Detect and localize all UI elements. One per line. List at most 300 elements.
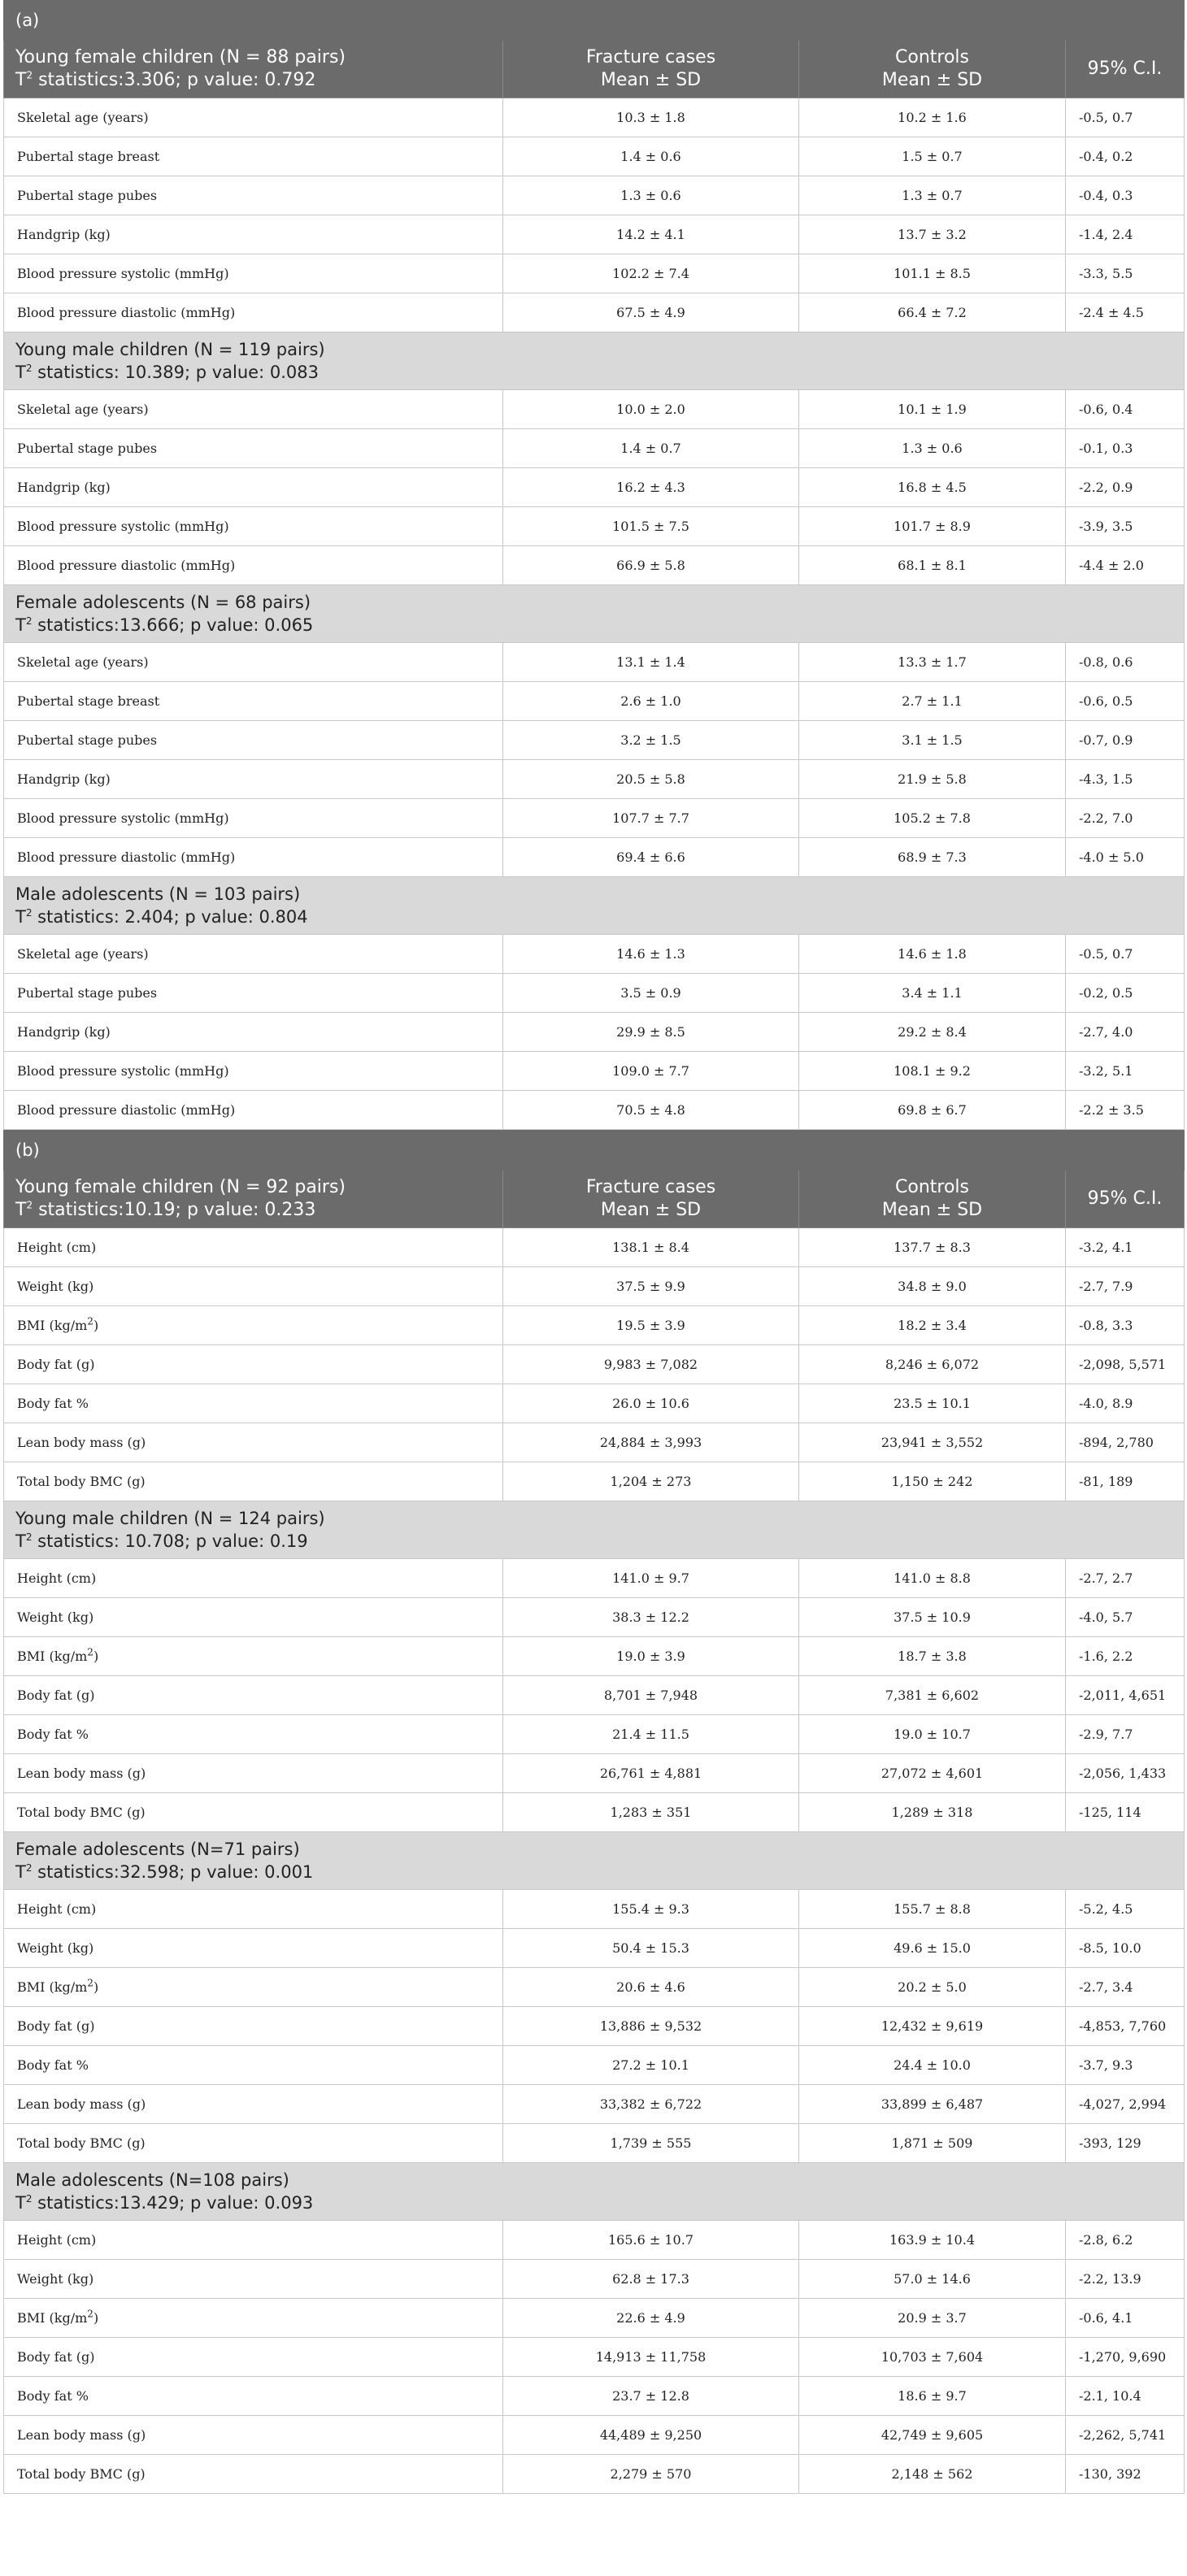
ci-value: -3.2, 4.1	[1066, 1228, 1185, 1267]
fracture-value: 10.3 ± 1.8	[503, 98, 799, 137]
table-row	[4, 2007, 1185, 2046]
row-label: Pubertal stage pubes	[4, 176, 503, 215]
fracture-value: 19.0 ± 3.9	[503, 1637, 799, 1676]
table-row	[4, 2338, 1185, 2377]
table-row	[4, 2455, 1185, 2494]
stat-prefix: T	[15, 1200, 27, 1220]
table-row	[4, 429, 1185, 468]
controls-value: 33,899 ± 6,487	[799, 2085, 1066, 2124]
stat-prefix: T	[15, 1531, 26, 1551]
bmi-label-sup: 2	[87, 1646, 93, 1658]
ci-value: -0.2, 0.5	[1066, 974, 1185, 1013]
row-label: Total body BMC (g)	[4, 1793, 503, 1832]
fracture-value: 69.4 ± 6.6	[503, 838, 799, 877]
ci-value: -3.2, 5.1	[1066, 1052, 1185, 1091]
ci-value: -4.4 ± 2.0	[1066, 546, 1185, 585]
row-label	[4, 1306, 503, 1345]
ci-value: -0.5, 0.7	[1066, 98, 1185, 137]
row-label: Height (cm)	[4, 1890, 503, 1929]
fracture-value: 14,913 ± 11,758	[503, 2338, 799, 2377]
fracture-value: 1.4 ± 0.6	[503, 137, 799, 176]
fracture-value: 21.4 ± 11.5	[503, 1715, 799, 1754]
stat-sup: 2	[25, 615, 33, 627]
row-label: Body fat %	[4, 2377, 503, 2416]
controls-value: 137.7 ± 8.3	[799, 1228, 1066, 1267]
header-ci: 95% C.I.	[1066, 1171, 1185, 1228]
controls-value: 20.9 ± 3.7	[799, 2299, 1066, 2338]
table-row	[4, 2221, 1185, 2260]
bmi-label-prefix: BMI (kg/m	[17, 1649, 88, 1664]
ci-value: -4.0, 8.9	[1066, 1384, 1185, 1423]
fracture-value: 13.1 ± 1.4	[503, 643, 799, 682]
group-header-row	[4, 585, 1185, 643]
fracture-value: 44,489 ± 9,250	[503, 2416, 799, 2455]
row-label: Body fat %	[4, 1715, 503, 1754]
row-label: Height (cm)	[4, 1559, 503, 1598]
panel-label: (b)	[4, 1131, 1185, 1171]
ci-value: -2.1, 10.4	[1066, 2377, 1185, 2416]
table-row	[4, 1228, 1185, 1267]
group-stat	[15, 361, 1184, 384]
ci-value: -0.1, 0.3	[1066, 429, 1185, 468]
row-label: Pubertal stage pubes	[4, 429, 503, 468]
bmi-label-sup: 2	[87, 1315, 93, 1327]
header-fracture-line1: Fracture cases	[585, 47, 716, 67]
ci-value: -0.4, 0.3	[1066, 176, 1185, 215]
table-row	[4, 215, 1185, 254]
controls-value: 21.9 ± 5.8	[799, 760, 1066, 799]
row-label: Handgrip (kg)	[4, 215, 503, 254]
fracture-value: 1.4 ± 0.7	[503, 429, 799, 468]
ci-value: -5.2, 4.5	[1066, 1890, 1185, 1929]
table-b	[3, 1130, 1185, 2494]
row-label: Pubertal stage breast	[4, 137, 503, 176]
row-label: Height (cm)	[4, 2221, 503, 2260]
panel-label-row	[4, 1131, 1185, 1171]
fracture-value: 155.4 ± 9.3	[503, 1890, 799, 1929]
table-row	[4, 974, 1185, 1013]
stat-prefix: T	[15, 363, 26, 382]
row-label: Skeletal age (years)	[4, 935, 503, 974]
group-title: Male adolescents (N=108 pairs)	[15, 2170, 289, 2190]
table-row	[4, 1968, 1185, 2007]
row-label: Lean body mass (g)	[4, 1754, 503, 1793]
controls-value: 18.6 ± 9.7	[799, 2377, 1066, 2416]
controls-value: 1.5 ± 0.7	[799, 137, 1066, 176]
table-row	[4, 799, 1185, 838]
header-ci: 95% C.I.	[1066, 41, 1185, 98]
controls-value: 155.7 ± 8.8	[799, 1890, 1066, 1929]
ci-value: -2,262, 5,741	[1066, 2416, 1185, 2455]
stat-rest: statistics:13.666; p value: 0.065	[32, 615, 314, 635]
controls-value: 37.5 ± 10.9	[799, 1598, 1066, 1637]
stat-rest: statistics:32.598; p value: 0.001	[32, 1862, 314, 1882]
stat-sup: 2	[25, 1531, 33, 1543]
table-row	[4, 546, 1185, 585]
controls-value: 2,148 ± 562	[799, 2455, 1066, 2494]
controls-value: 20.2 ± 5.0	[799, 1968, 1066, 2007]
table-row	[4, 760, 1185, 799]
controls-value: 27,072 ± 4,601	[799, 1754, 1066, 1793]
controls-value: 1,871 ± 509	[799, 2124, 1066, 2163]
fracture-value: 22.6 ± 4.9	[503, 2299, 799, 2338]
table-row	[4, 254, 1185, 293]
table-row	[4, 1598, 1185, 1637]
row-label: Body fat (g)	[4, 2338, 503, 2377]
header-fracture-line2: Mean ± SD	[600, 1200, 702, 1220]
ci-value: -4,027, 2,994	[1066, 2085, 1185, 2124]
group-header-row	[4, 332, 1185, 390]
group-title: Young male children (N = 124 pairs)	[15, 1509, 325, 1528]
controls-value: 57.0 ± 14.6	[799, 2260, 1066, 2299]
controls-value: 108.1 ± 9.2	[799, 1052, 1066, 1091]
fracture-value: 3.5 ± 0.9	[503, 974, 799, 1013]
row-label: Total body BMC (g)	[4, 2455, 503, 2494]
group-header	[4, 2163, 1185, 2221]
stat-rest: statistics: 10.708; p value: 0.19	[32, 1531, 308, 1551]
ci-value: -0.6, 0.5	[1066, 682, 1185, 721]
group-header	[4, 332, 1185, 390]
row-label: Body fat %	[4, 1384, 503, 1423]
row-label: Blood pressure diastolic (mmHg)	[4, 838, 503, 877]
ci-value: -1.6, 2.2	[1066, 1637, 1185, 1676]
fracture-value: 1,283 ± 351	[503, 1793, 799, 1832]
ci-value: -2.7, 3.4	[1066, 1968, 1185, 2007]
group-header-row	[4, 2163, 1185, 2221]
row-label: Lean body mass (g)	[4, 2416, 503, 2455]
fracture-value: 14.2 ± 4.1	[503, 215, 799, 254]
controls-value: 34.8 ± 9.0	[799, 1267, 1066, 1306]
ci-value: -2.8, 6.2	[1066, 2221, 1185, 2260]
row-label: Blood pressure diastolic (mmHg)	[4, 546, 503, 585]
row-label	[4, 1637, 503, 1676]
header-row	[4, 41, 1185, 98]
fracture-value: 67.5 ± 4.9	[503, 293, 799, 332]
table-row	[4, 1637, 1185, 1676]
header-controls-line1: Controls	[895, 47, 969, 67]
fracture-value: 9,983 ± 7,082	[503, 1345, 799, 1384]
fracture-value: 33,382 ± 6,722	[503, 2085, 799, 2124]
fracture-value: 141.0 ± 9.7	[503, 1559, 799, 1598]
row-label: Height (cm)	[4, 1228, 503, 1267]
group-header	[4, 1501, 1185, 1559]
controls-value: 66.4 ± 7.2	[799, 293, 1066, 332]
header-fracture	[503, 1171, 799, 1228]
row-label: Blood pressure diastolic (mmHg)	[4, 293, 503, 332]
fracture-value: 62.8 ± 17.3	[503, 2260, 799, 2299]
controls-value: 10,703 ± 7,604	[799, 2338, 1066, 2377]
table-row	[4, 176, 1185, 215]
fracture-value: 107.7 ± 7.7	[503, 799, 799, 838]
group-header-row	[4, 877, 1185, 935]
row-label: Body fat (g)	[4, 2007, 503, 2046]
panel-label: (a)	[4, 1, 1185, 41]
ci-value: -2.2, 7.0	[1066, 799, 1185, 838]
stat-sup: 2	[26, 69, 33, 81]
fracture-value: 26,761 ± 4,881	[503, 1754, 799, 1793]
bmi-label-sup: 2	[87, 2308, 93, 2320]
header-fracture	[503, 41, 799, 98]
controls-value: 10.1 ± 1.9	[799, 390, 1066, 429]
row-label: Body fat %	[4, 2046, 503, 2085]
table-row	[4, 1462, 1185, 1501]
ci-value: -0.6, 4.1	[1066, 2299, 1185, 2338]
table-row	[4, 1793, 1185, 1832]
fracture-value: 14.6 ± 1.3	[503, 935, 799, 974]
fracture-value: 37.5 ± 9.9	[503, 1267, 799, 1306]
table-row	[4, 1345, 1185, 1384]
group-title: Female adolescents (N=71 pairs)	[15, 1840, 300, 1859]
stat-rest: statistics: 2.404; p value: 0.804	[32, 907, 308, 927]
header-controls	[799, 1171, 1066, 1228]
bmi-label-suffix: )	[93, 2310, 99, 2326]
fracture-value: 24,884 ± 3,993	[503, 1423, 799, 1462]
stat-prefix: T	[15, 615, 26, 635]
ci-value: -2.7, 7.9	[1066, 1267, 1185, 1306]
fracture-value: 165.6 ± 10.7	[503, 2221, 799, 2260]
fracture-value: 1.3 ± 0.6	[503, 176, 799, 215]
stat-sup: 2	[26, 1199, 33, 1211]
row-label: Weight (kg)	[4, 2260, 503, 2299]
table-row	[4, 1754, 1185, 1793]
row-label: Handgrip (kg)	[4, 468, 503, 507]
table-row	[4, 98, 1185, 137]
table-row	[4, 2260, 1185, 2299]
controls-value: 23,941 ± 3,552	[799, 1423, 1066, 1462]
ci-value: -4,853, 7,760	[1066, 2007, 1185, 2046]
controls-value: 18.2 ± 3.4	[799, 1306, 1066, 1345]
ci-value: -3.3, 5.5	[1066, 254, 1185, 293]
fracture-value: 26.0 ± 10.6	[503, 1384, 799, 1423]
panel-label-row	[4, 1, 1185, 41]
row-label	[4, 2299, 503, 2338]
group-title: Male adolescents (N = 103 pairs)	[15, 884, 301, 904]
controls-value: 163.9 ± 10.4	[799, 2221, 1066, 2260]
table-row	[4, 838, 1185, 877]
ci-value: -4.0 ± 5.0	[1066, 838, 1185, 877]
row-label: Blood pressure systolic (mmHg)	[4, 1052, 503, 1091]
table-row	[4, 1423, 1185, 1462]
row-label: Lean body mass (g)	[4, 2085, 503, 2124]
controls-value: 3.4 ± 1.1	[799, 974, 1066, 1013]
row-label: Handgrip (kg)	[4, 760, 503, 799]
ci-value: -0.8, 3.3	[1066, 1306, 1185, 1345]
fracture-value: 70.5 ± 4.8	[503, 1091, 799, 1130]
fracture-value: 16.2 ± 4.3	[503, 468, 799, 507]
ci-value: -4.3, 1.5	[1066, 760, 1185, 799]
fracture-value: 20.6 ± 4.6	[503, 1968, 799, 2007]
fracture-value: 19.5 ± 3.9	[503, 1306, 799, 1345]
row-label: Pubertal stage pubes	[4, 974, 503, 1013]
row-label: Weight (kg)	[4, 1598, 503, 1637]
stat-prefix: T	[15, 907, 26, 927]
table-row	[4, 293, 1185, 332]
table-row	[4, 682, 1185, 721]
controls-value: 24.4 ± 10.0	[799, 2046, 1066, 2085]
header-fracture-line2: Mean ± SD	[600, 70, 702, 90]
fracture-value: 27.2 ± 10.1	[503, 2046, 799, 2085]
controls-value: 7,381 ± 6,602	[799, 1676, 1066, 1715]
table-row	[4, 1676, 1185, 1715]
controls-value: 8,246 ± 6,072	[799, 1345, 1066, 1384]
row-label: Skeletal age (years)	[4, 643, 503, 682]
row-label: Pubertal stage breast	[4, 682, 503, 721]
controls-value: 3.1 ± 1.5	[799, 721, 1066, 760]
header-controls	[799, 41, 1066, 98]
row-label: Body fat (g)	[4, 1345, 503, 1384]
group-header	[4, 1832, 1185, 1890]
table-row	[4, 507, 1185, 546]
ci-value: -393, 129	[1066, 2124, 1185, 2163]
table-row	[4, 468, 1185, 507]
row-label: Weight (kg)	[4, 1929, 503, 1968]
group-header-row	[4, 1832, 1185, 1890]
controls-value: 2.7 ± 1.1	[799, 682, 1066, 721]
ci-value: -894, 2,780	[1066, 1423, 1185, 1462]
controls-value: 19.0 ± 10.7	[799, 1715, 1066, 1754]
ci-value: -0.5, 0.7	[1066, 935, 1185, 974]
table-a	[3, 0, 1185, 1130]
fracture-value: 29.9 ± 8.5	[503, 1013, 799, 1052]
table-row	[4, 137, 1185, 176]
group-header	[4, 585, 1185, 643]
stat-rest: statistics:3.306; p value: 0.792	[33, 70, 316, 90]
ci-value: -2.7, 2.7	[1066, 1559, 1185, 1598]
bmi-label-prefix: BMI (kg/m	[17, 2310, 88, 2326]
ci-value: -2.9, 7.7	[1066, 1715, 1185, 1754]
header-group-stat	[15, 69, 502, 92]
ci-value: -0.7, 0.9	[1066, 721, 1185, 760]
table-row	[4, 1715, 1185, 1754]
stat-sup: 2	[25, 2193, 33, 2205]
ci-value: -0.6, 0.4	[1066, 390, 1185, 429]
fracture-value: 8,701 ± 7,948	[503, 1676, 799, 1715]
header-row	[4, 1171, 1185, 1228]
table-row	[4, 2377, 1185, 2416]
table-row	[4, 1559, 1185, 1598]
stat-prefix: T	[15, 70, 27, 90]
ci-value: -125, 114	[1066, 1793, 1185, 1832]
bmi-label-prefix: BMI (kg/m	[17, 1318, 88, 1333]
table-row	[4, 390, 1185, 429]
ci-value: -130, 392	[1066, 2455, 1185, 2494]
ci-value: -2,056, 1,433	[1066, 1754, 1185, 1793]
row-label: Lean body mass (g)	[4, 1423, 503, 1462]
ci-value: -2.2, 0.9	[1066, 468, 1185, 507]
row-label: Blood pressure systolic (mmHg)	[4, 507, 503, 546]
ci-value: -4.0, 5.7	[1066, 1598, 1185, 1637]
controls-value: 16.8 ± 4.5	[799, 468, 1066, 507]
controls-value: 10.2 ± 1.6	[799, 98, 1066, 137]
header-fracture-line1: Fracture cases	[585, 1177, 716, 1197]
row-label: Total body BMC (g)	[4, 1462, 503, 1501]
fracture-value: 101.5 ± 7.5	[503, 507, 799, 546]
ci-value: -3.7, 9.3	[1066, 2046, 1185, 2085]
controls-value: 49.6 ± 15.0	[799, 1929, 1066, 1968]
table-row	[4, 721, 1185, 760]
bmi-label-suffix: )	[93, 1649, 99, 1664]
row-label: Blood pressure systolic (mmHg)	[4, 799, 503, 838]
row-label	[4, 1968, 503, 2007]
table-row	[4, 2416, 1185, 2455]
controls-value: 29.2 ± 8.4	[799, 1013, 1066, 1052]
controls-value: 69.8 ± 6.7	[799, 1091, 1066, 1130]
ci-value: -1.4, 2.4	[1066, 215, 1185, 254]
fracture-value: 10.0 ± 2.0	[503, 390, 799, 429]
table-row	[4, 2124, 1185, 2163]
header-group-title: Young female children (N = 88 pairs)	[15, 47, 346, 67]
table-row	[4, 2085, 1185, 2124]
ci-value: -2.2 ± 3.5	[1066, 1091, 1185, 1130]
bmi-label-sup: 2	[87, 1977, 93, 1989]
table-row	[4, 1306, 1185, 1345]
stat-rest: statistics: 10.389; p value: 0.083	[32, 363, 319, 382]
header-group	[4, 41, 503, 98]
controls-value: 23.5 ± 10.1	[799, 1384, 1066, 1423]
table-row	[4, 1091, 1185, 1130]
ci-value: -2.2, 13.9	[1066, 2260, 1185, 2299]
fracture-value: 138.1 ± 8.4	[503, 1228, 799, 1267]
row-label: Skeletal age (years)	[4, 98, 503, 137]
stat-rest: statistics:10.19; p value: 0.233	[33, 1200, 316, 1220]
fracture-value: 1,204 ± 273	[503, 1462, 799, 1501]
controls-value: 68.9 ± 7.3	[799, 838, 1066, 877]
header-controls-line1: Controls	[895, 1177, 969, 1197]
table-row	[4, 935, 1185, 974]
controls-value: 68.1 ± 8.1	[799, 546, 1066, 585]
ci-value: -0.4, 0.2	[1066, 137, 1185, 176]
controls-value: 1.3 ± 0.7	[799, 176, 1066, 215]
group-stat	[15, 906, 1184, 928]
stat-prefix: T	[15, 2193, 26, 2213]
table-row	[4, 1890, 1185, 1929]
controls-value: 141.0 ± 8.8	[799, 1559, 1066, 1598]
controls-value: 105.2 ± 7.8	[799, 799, 1066, 838]
controls-value: 1.3 ± 0.6	[799, 429, 1066, 468]
controls-value: 18.7 ± 3.8	[799, 1637, 1066, 1676]
stat-rest: statistics:13.429; p value: 0.093	[32, 2193, 314, 2213]
row-label: Blood pressure systolic (mmHg)	[4, 254, 503, 293]
bmi-label-suffix: )	[93, 1318, 99, 1333]
controls-value: 1,289 ± 318	[799, 1793, 1066, 1832]
fracture-value: 66.9 ± 5.8	[503, 546, 799, 585]
group-stat	[15, 2192, 1184, 2214]
row-label: Weight (kg)	[4, 1267, 503, 1306]
bmi-label-prefix: BMI (kg/m	[17, 1979, 88, 1995]
ci-value: -8.5, 10.0	[1066, 1929, 1185, 1968]
group-stat	[15, 1530, 1184, 1553]
header-group-title: Young female children (N = 92 pairs)	[15, 1177, 346, 1197]
ci-value: -3.9, 3.5	[1066, 507, 1185, 546]
row-label: Blood pressure diastolic (mmHg)	[4, 1091, 503, 1130]
controls-value: 1,150 ± 242	[799, 1462, 1066, 1501]
ci-value: -2,098, 5,571	[1066, 1345, 1185, 1384]
fracture-value: 50.4 ± 15.3	[503, 1929, 799, 1968]
stat-sup: 2	[25, 907, 33, 919]
fracture-value: 23.7 ± 12.8	[503, 2377, 799, 2416]
group-title: Young male children (N = 119 pairs)	[15, 340, 325, 359]
fracture-value: 1,739 ± 555	[503, 2124, 799, 2163]
fracture-value: 38.3 ± 12.2	[503, 1598, 799, 1637]
table-row	[4, 1013, 1185, 1052]
row-label: Total body BMC (g)	[4, 2124, 503, 2163]
bmi-label-suffix: )	[93, 1979, 99, 1995]
controls-value: 13.3 ± 1.7	[799, 643, 1066, 682]
group-stat	[15, 614, 1184, 636]
fracture-value: 102.2 ± 7.4	[503, 254, 799, 293]
ci-value: -2,011, 4,651	[1066, 1676, 1185, 1715]
group-title: Female adolescents (N = 68 pairs)	[15, 593, 311, 612]
